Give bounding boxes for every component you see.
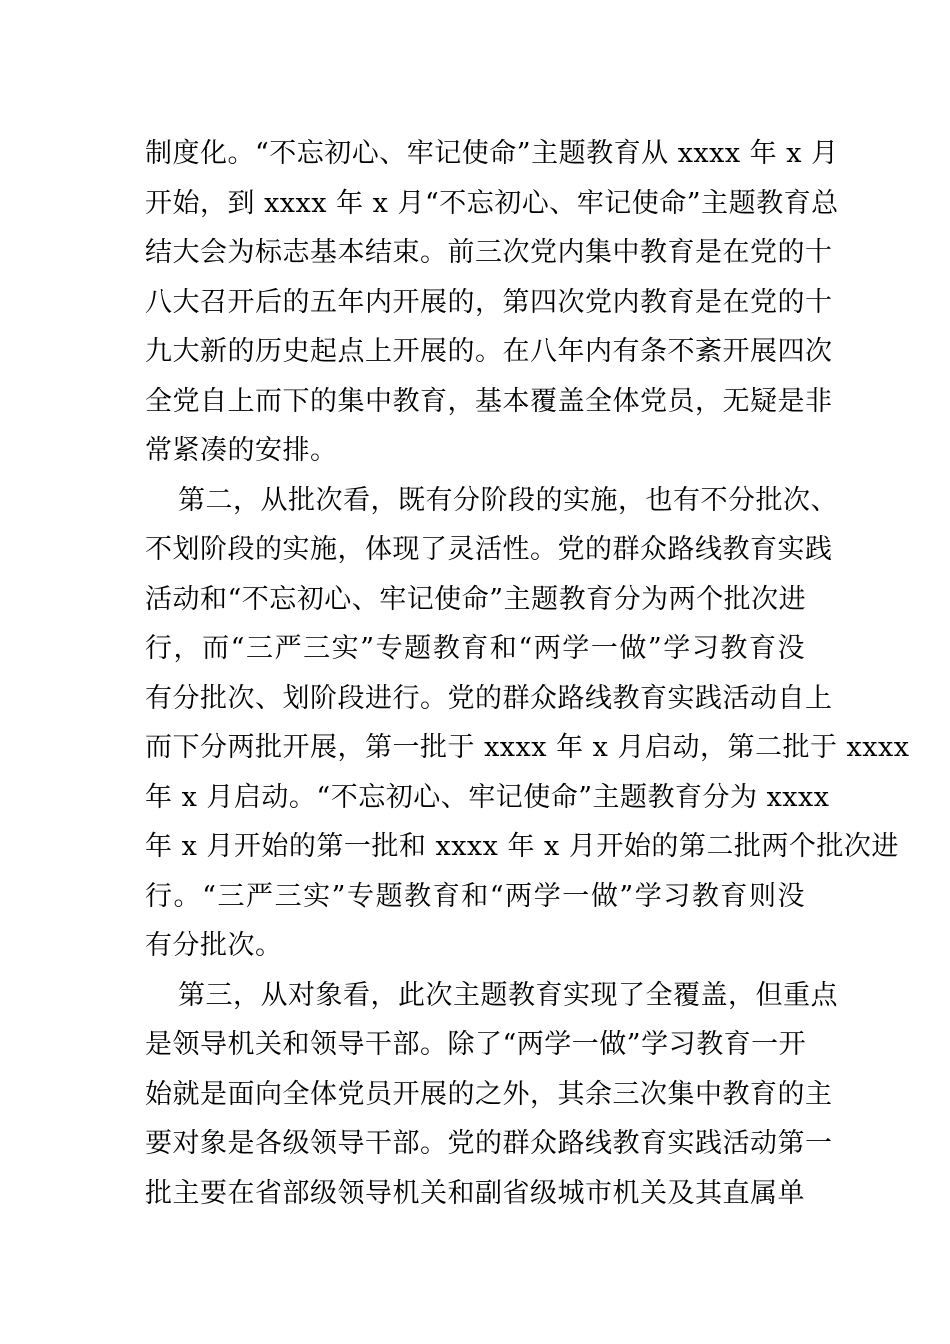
text-line: 活动和“不忘初心、牢记使命”主题教育分为两个批次进 bbox=[145, 583, 807, 615]
text-line: 第二，从批次看，既有分阶段的实施，也有不分批次、 bbox=[178, 484, 838, 516]
text-line: 不划阶段的实施，体现了灵活性。党的群众路线教育实践 bbox=[145, 534, 833, 565]
text-line: 批主要在省部级领导机关和副省级城市机关及其直属单 bbox=[145, 1177, 805, 1209]
text-line: 年 x 月开始的第一批和 xxxx 年 x 月开始的第二批两个批次进 bbox=[145, 831, 899, 862]
text-line: 全党自上而下的集中教育，基本覆盖全体党员，无疑是非 bbox=[145, 385, 833, 417]
text-line: 年 x 月启动。“不忘初心、牢记使命”主题教育分为 xxxx bbox=[145, 781, 830, 813]
text-line: 制度化。“不忘初心、牢记使命”主题教育从 xxxx 年 x 月 bbox=[145, 138, 839, 169]
document-body bbox=[145, 129, 910, 1218]
text-line: 八大召开后的五年内开展的，第四次党内教育是在党的十 bbox=[145, 286, 833, 318]
text-line: 九大新的历史起点上开展的。在八年内有条不紊开展四次 bbox=[145, 336, 833, 367]
text-line: 有分批次。 bbox=[145, 930, 283, 961]
text-line: 行。“三严三实”专题教育和“两学一做”学习教育则没 bbox=[145, 880, 805, 912]
text-line: 始就是面向全体党员开展的之外，其余三次集中教育的主 bbox=[145, 1078, 833, 1110]
text-line: 第三，从对象看，此次主题教育实现了全覆盖，但重点 bbox=[178, 979, 838, 1011]
text-line: 而下分两批开展，第一批于 xxxx 年 x 月启动，第二批于 xxxx bbox=[145, 732, 910, 763]
text-line: 是领导机关和领导干部。除了“两学一做”学习教育一开 bbox=[145, 1029, 807, 1060]
paragraph-1 bbox=[145, 129, 839, 476]
text-line: 有分批次、划阶段进行。党的群众路线教育实践活动自上 bbox=[145, 682, 833, 714]
text-line: 要对象是各级领导干部。党的群众路线教育实践活动第一 bbox=[145, 1128, 833, 1159]
paragraph-3 bbox=[145, 971, 838, 1219]
text-line: 开始，到 xxxx 年 x 月“不忘初心、牢记使命”主题教育总 bbox=[145, 187, 839, 219]
paragraph-2 bbox=[145, 476, 910, 971]
text-line: 结大会为标志基本结束。前三次党内集中教育是在党的十 bbox=[145, 237, 833, 268]
text-line: 常紧凑的安排。 bbox=[145, 435, 338, 466]
text-line: 行，而“三严三实”专题教育和“两学一做”学习教育没 bbox=[145, 633, 805, 664]
